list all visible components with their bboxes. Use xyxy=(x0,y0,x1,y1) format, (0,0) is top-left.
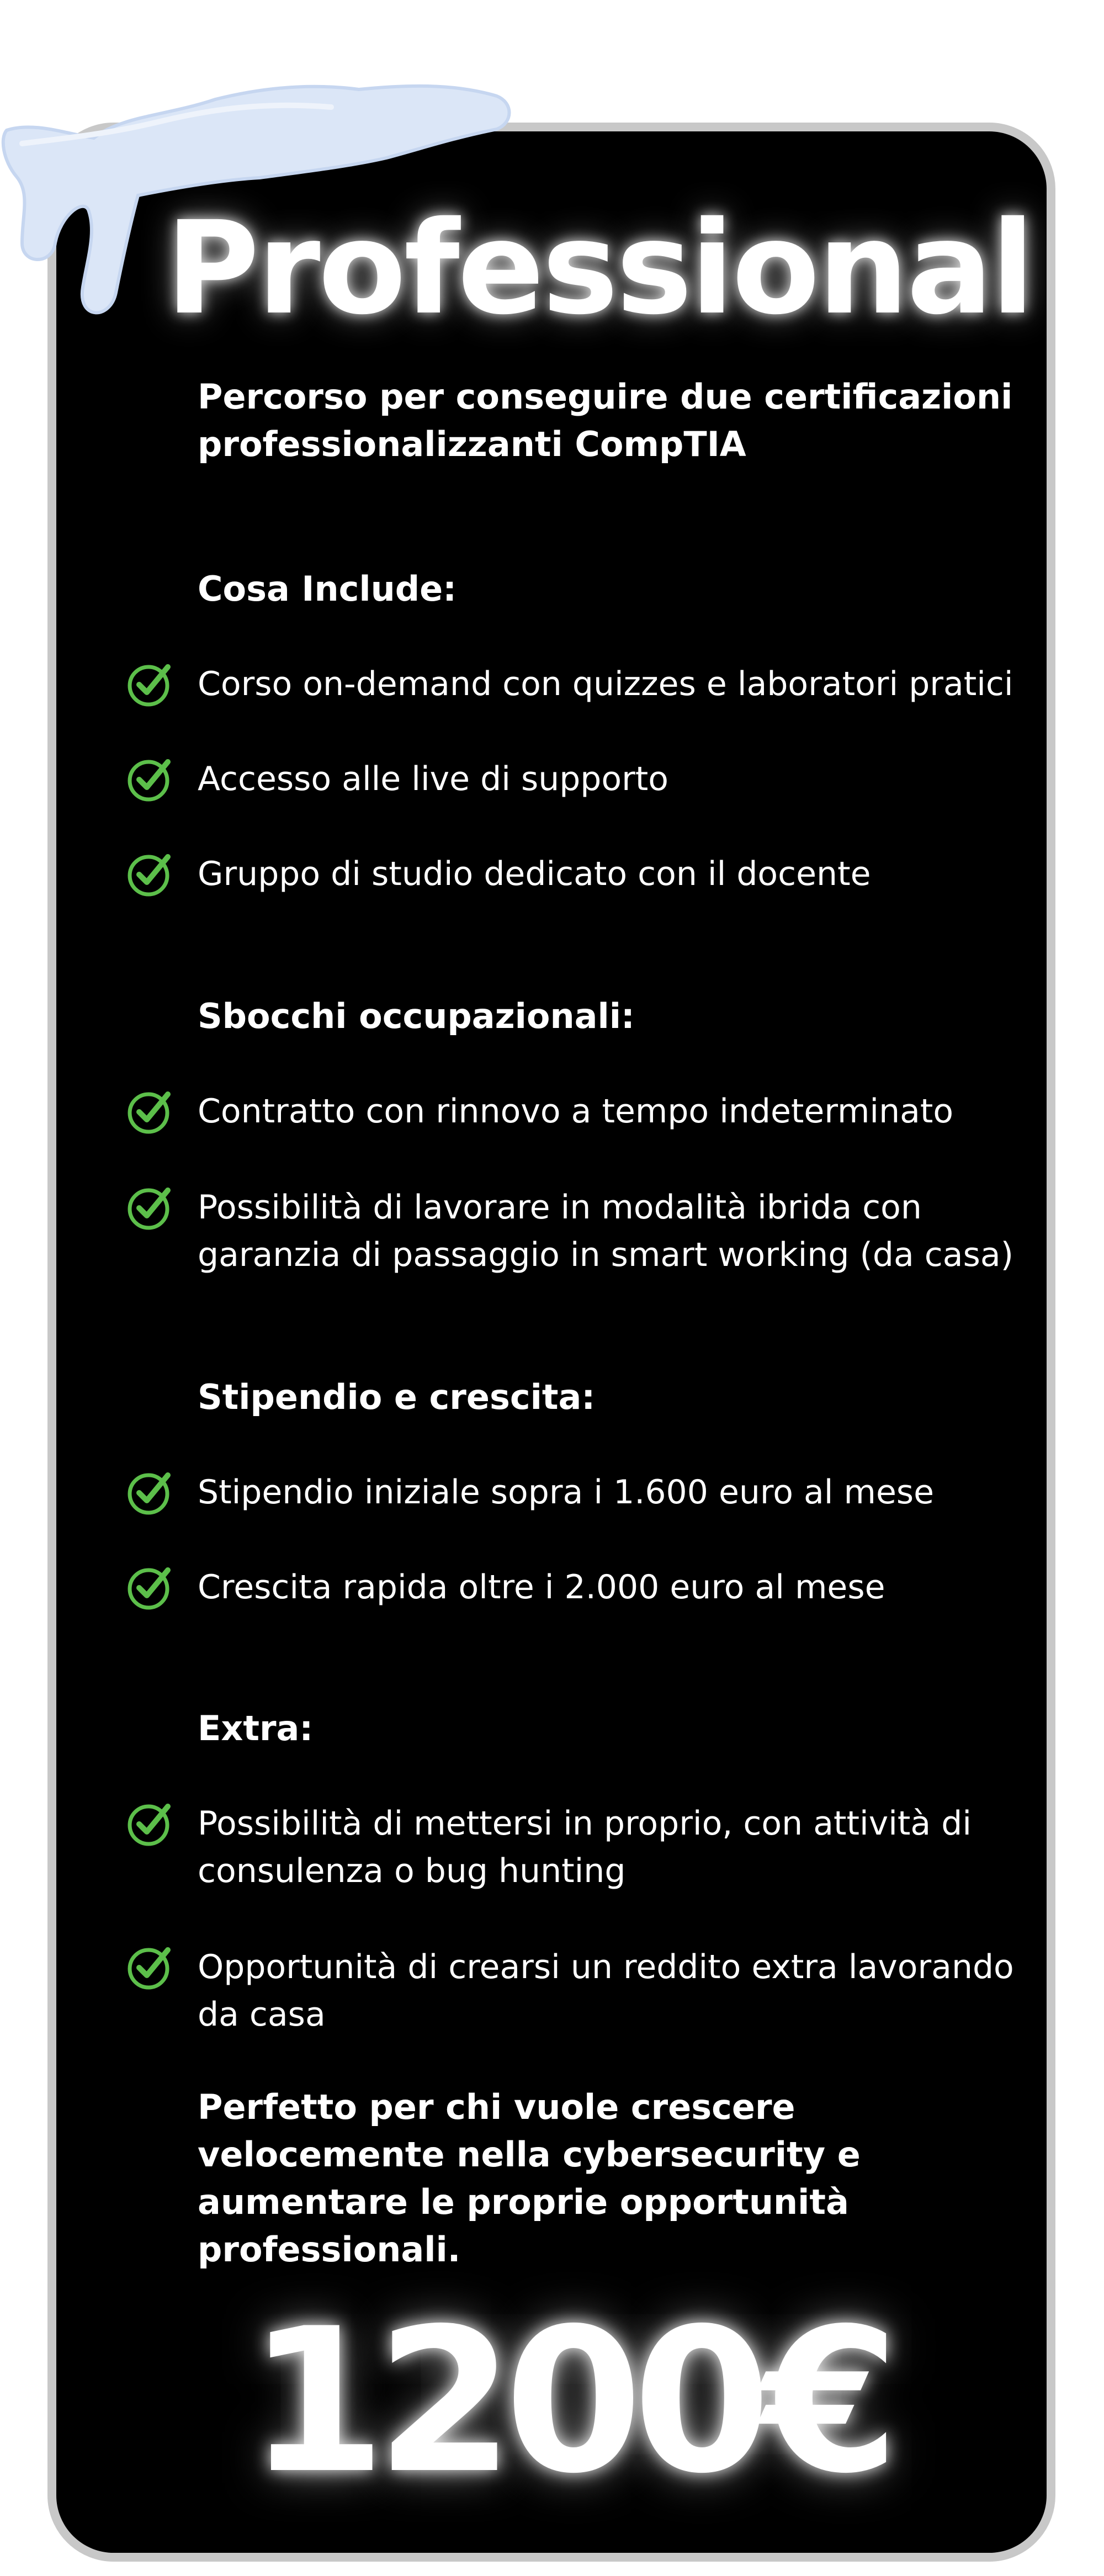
plan-title: Professional xyxy=(166,194,1033,343)
section-title-cosa-include: Cosa Include: xyxy=(198,569,457,609)
list-item xyxy=(126,1943,1042,2038)
check-circle-icon xyxy=(126,1800,173,1847)
list-item-text: Gruppo di studio dedicato con il docente xyxy=(198,855,871,893)
list-item-text: Stipendio iniziale sopra i 1.600 euro al mese xyxy=(198,1473,935,1512)
check-circle-icon xyxy=(126,660,173,708)
section-title-extra: Extra: xyxy=(198,1708,314,1748)
check-circle-icon xyxy=(126,755,173,803)
list-item xyxy=(126,1800,1042,1895)
plan-subtitle: Percorso per conseguire due certificazioni professionalizzanti CompTIA xyxy=(198,377,1013,464)
list-item xyxy=(126,1563,1042,1611)
list-item-text: Opportunità di crearsi un reddito extra lavorando da casa xyxy=(198,1948,1014,2034)
check-circle-icon xyxy=(126,1088,173,1135)
list-item xyxy=(126,660,1042,708)
list-item xyxy=(126,1184,1042,1279)
list-item-text: Corso on-demand con quizzes e laboratori pratici xyxy=(198,665,1013,703)
check-circle-icon xyxy=(126,1943,173,1991)
price: 1200€ xyxy=(247,2286,890,2517)
section-title-sbocchi: Sbocchi occupazionali: xyxy=(198,996,635,1036)
list-item xyxy=(126,850,1042,898)
list-item xyxy=(126,1469,1042,1516)
list-item-text: Accesso alle live di supporto xyxy=(198,760,669,798)
check-circle-icon xyxy=(126,1563,173,1611)
check-circle-icon xyxy=(126,850,173,898)
closing-text: Perfetto per chi vuole crescere velocemente nella cybersecurity e aumentare le proprie opportunità professionali. xyxy=(198,2087,861,2270)
list-item-text: Possibilità di mettersi in proprio, con attività di consulenza o bug hunting xyxy=(198,1804,972,1890)
list-item-text: Crescita rapida oltre i 2.000 euro al mese xyxy=(198,1568,885,1607)
check-circle-icon xyxy=(126,1184,173,1231)
list-item-text: Contratto con rinnovo a tempo indeterminato xyxy=(198,1092,954,1131)
check-circle-icon xyxy=(126,1469,173,1516)
list-item-text: Possibilità di lavorare in modalità ibrida con garanzia di passaggio in smart working (da casa) xyxy=(198,1188,1013,1274)
list-item xyxy=(126,1088,1042,1135)
list-item xyxy=(126,755,1042,803)
section-title-stipendio: Stipendio e crescita: xyxy=(198,1377,596,1417)
